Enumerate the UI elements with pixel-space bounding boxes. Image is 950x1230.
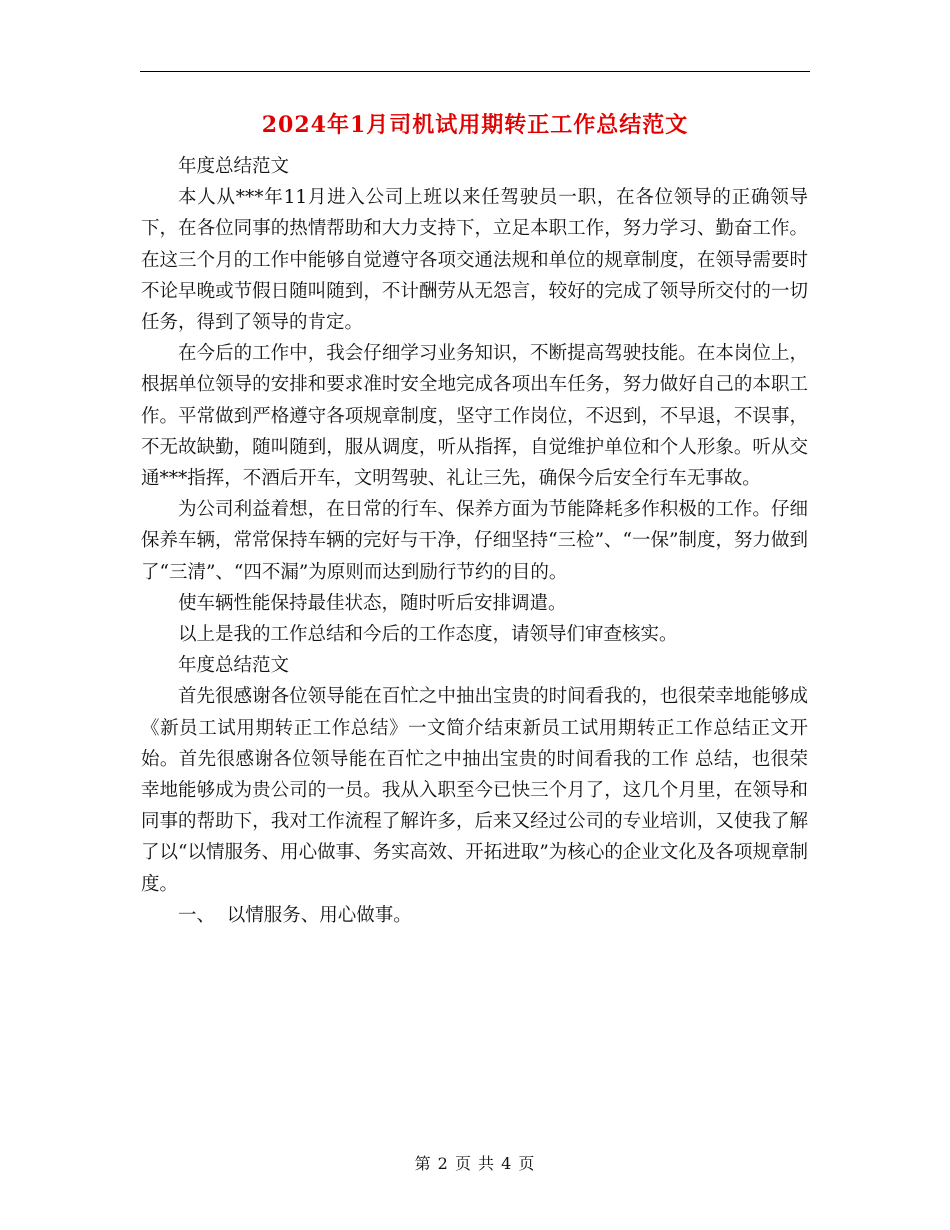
document-body	[141, 151, 808, 931]
header-rule	[140, 71, 810, 72]
document-title: 2024年1月司机试用期转正工作总结范文	[261, 112, 689, 138]
paragraph-4: 使车辆性能保持最佳状态，随时听后安排调遣。	[178, 592, 567, 614]
paragraph-2: 在今后的工作中，我会仔细学习业务知识，不断提高驾驶技能。在本岗位上，根据单位领导的安排和要求准时安全地完成各项出车任务，努力做好自己的本职工作。平常做到严格遵守各项规章制度，坚守工作岗位，不迟到，不早退，不误事，不无故缺勤，随叫随到，服从调度，听从指挥，自觉维护单位和个人形象。听从交通***指挥，不酒后开车，文明驾驶、礼让三先，确保今后安全行车无事故。	[141, 343, 808, 490]
section-heading: 一、 以情服务、用心做事。	[178, 904, 412, 926]
paragraph-1: 本人从***年11月进入公司上班以来任驾驶员一职，在各位领导的正确领导下，在各位同事的热情帮助和大力支持下，立足本职工作，努力学习、勤奋工作。在这三个月的工作中能够自觉遵守各项交通法规和单位的规章制度，在领导需要时不论早晚或节假日随叫随到，不计酬劳从无怨言，较好的完成了领导所交付的一切任务，得到了领导的肯定。	[141, 187, 808, 334]
paragraph-3: 为公司利益着想，在日常的行车、保养方面为节能降耗多作积极的工作。仔细保养车辆，常常保持车辆的完好与干净，仔细坚持“三检”、“一保”制度，努力做到了“三清”、“四不漏”为原则而达到励行节约的目的。	[141, 499, 808, 583]
paragraph-6: 首先很感谢各位领导能在百忙之中抽出宝贵的时间看我的，也很荣幸地能够成《新员工试用期转正工作总结》一文简介结束新员工试用期转正工作总结正文开始。首先很感谢各位领导能在百忙之中抽出宝贵的时间看我的工作 总结，也很荣幸地能够成为贵公司的一员。我从入职至今已快三个月了，这几个月里，在领导和同事的帮助下，我对工作流程了解许多，后来又经过公司的专业培训，又使我了解了以“以情服务、用心做事、务实高效、开拓进取”为核心的企业文化及各项规章制度。	[141, 686, 808, 895]
paragraph-5: 以上是我的工作总结和今后的工作态度，请领导们审查核实。	[178, 624, 678, 646]
page-number-footer: 第 2 页 共 4 页	[414, 1154, 536, 1173]
paragraph-heading-1: 年度总结范文	[178, 156, 290, 177]
paragraph-heading-2: 年度总结范文	[178, 655, 290, 677]
